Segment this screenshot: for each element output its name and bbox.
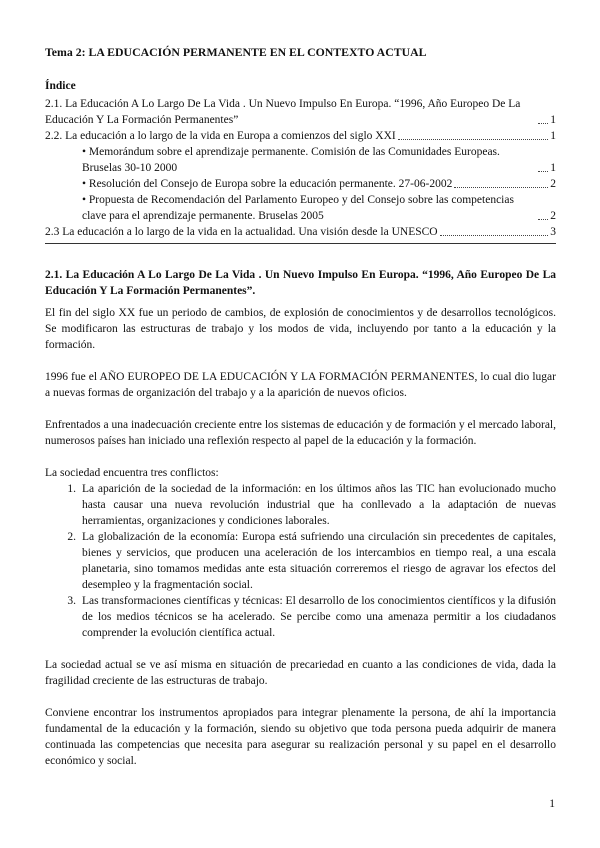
toc-page-number: 2 — [550, 178, 556, 190]
toc-page-number: 2 — [550, 210, 556, 222]
toc-item[interactable] — [45, 224, 556, 240]
list-item-text: Las transformaciones científicas y técnicas: El desarrollo de los conocimientos científicos y la difusión de los medios técnicos se ha acelerado. Se percibe como una amenaza permitir a los ciudadanos comprender la evolución científica actual. — [82, 595, 556, 639]
section-heading: 2.1. La Educación A Lo Largo De La Vida . Un Nuevo Impulso En Europa. “1996, Año Europeo De La Educación Y La Formación Permanentes”. — [45, 269, 556, 297]
toc-page-number: 1 — [550, 130, 556, 142]
toc-item[interactable] — [45, 128, 556, 144]
toc-page-number: 3 — [550, 226, 556, 238]
document-title: Tema 2: LA EDUCACIÓN PERMANENTE EN EL CONTEXTO ACTUAL — [45, 45, 427, 59]
paragraph: El fin del siglo XX fue un periodo de cambios, de explosión de conocimientos y de desarrollos tecnológicos. Se modificaron las estructuras de trabajo y los modos de vida, incluyendo por tanto a la educación y la formación. — [45, 307, 556, 351]
list-item — [45, 481, 556, 529]
page-number: 1 — [549, 798, 555, 810]
paragraph: 1996 fue el AÑO EUROPEO DE LA EDUCACIÓN Y LA FORMACIÓN PERMANENTES, lo cual dio lugar a nuevas formas de organización del trabajo y a la aparición de nuevos oficios. — [45, 371, 556, 399]
list-number: 1. — [67, 483, 76, 495]
list-item-text: La aparición de la sociedad de la información: en los últimos años las TIC han evolucionado mucho hasta causar una nueva revolución industrial que ha conllevado a la adaptación de nuevas herramientas, organizaciones y condiciones laborales. — [82, 483, 556, 527]
toc-leader — [454, 187, 548, 188]
toc-item-text: • Memorándum sobre el aprendizaje permanente. Comisión de las Comunidades Europeas. Bruselas 30-10 2000 — [82, 146, 500, 174]
toc-leader — [440, 235, 549, 236]
toc-leader — [538, 219, 548, 220]
toc-page-number: 1 — [550, 114, 556, 126]
toc-item-text: 2.1. La Educación A Lo Largo De La Vida . Un Nuevo Impulso En Europa. “1996, Año Europeo De La Educación Y La Formación Permanentes” — [45, 98, 521, 126]
toc-leader — [538, 123, 548, 124]
list-number: 2. — [67, 531, 76, 543]
toc-subitem[interactable] — [45, 144, 556, 176]
paragraph: La sociedad actual se ve así misma en situación de precariedad en cuanto a las condiciones de vida, dada la fragilidad creciente de las estructuras de trabajo. — [45, 659, 556, 687]
toc-subitem[interactable] — [45, 176, 556, 192]
table-of-contents — [45, 96, 556, 244]
toc-item-text: • Propuesta de Recomendación del Parlamento Europeo y del Consejo sobre las competencias clave para el aprendizaje permanente. Bruselas 2005 — [82, 194, 514, 222]
list-item — [45, 529, 556, 593]
paragraph: Conviene encontrar los instrumentos apropiados para integrar plenamente la persona, de ahí la importancia fundamental de la educación y la formación, siendo su objetivo que toda persona pueda adquirir de manera continuada las competencias que necesita para asegurar su realización personal y su papel en el desarrollo económico y social. — [45, 707, 556, 767]
list-item-text: La globalización de la economía: Europa está sufriendo una circulación sin precedentes de capitales, bienes y servicios, que producen una aceleración de los intercambios en tiempo real, a una escala planetaria, sino tomamos medidas ante esta situación correremos el riesgo de agravar los efectos del desempleo y la fragmentación social. — [82, 531, 556, 591]
toc-item-text: • Resolución del Consejo de Europa sobre la educación permanente. 27-06-2002 — [82, 178, 453, 190]
toc-item[interactable] — [45, 96, 556, 128]
toc-subitem[interactable] — [45, 192, 556, 224]
toc-item-text: 2.2. La educación a lo largo de la vida en Europa a comienzos del siglo XXI — [45, 130, 396, 142]
conflicts-list — [45, 481, 556, 641]
toc-item-text: 2.3 La educación a lo largo de la vida en la actualidad. Una visión desde la UNESCO — [45, 226, 438, 238]
list-intro: La sociedad encuentra tres conflictos: — [45, 467, 219, 479]
toc-leader — [538, 171, 548, 172]
index-heading: Índice — [45, 80, 76, 92]
paragraph: Enfrentados a una inadecuación creciente entre los sistemas de educación y de formación y el mercado laboral, numerosos países han iniciado una reflexión respecto al papel de la educación y la formación. — [45, 419, 556, 447]
toc-leader — [398, 139, 549, 140]
toc-page-number: 1 — [550, 162, 556, 174]
list-number: 3. — [67, 595, 76, 607]
toc-divider — [45, 243, 556, 244]
document-page — [45, 44, 556, 785]
list-item — [45, 593, 556, 641]
